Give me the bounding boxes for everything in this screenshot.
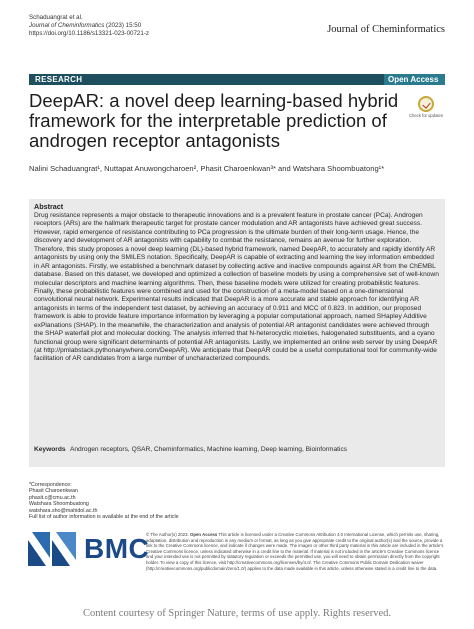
correspondence-label: *Correspondence: [29, 482, 72, 488]
license-text [146, 532, 446, 571]
article-title: DeepAR: a novel deep learning-based hybrid framework for the interpretable prediction of androgen receptor antagonists [29, 90, 399, 151]
bmc-logo [28, 532, 150, 566]
bmc-logo-text: BMC [84, 533, 150, 564]
abstract-box [29, 199, 445, 467]
author-info-note: Full list of author information is available at the end of the article [29, 514, 179, 521]
citation-journal: Journal of Cheminformatics [29, 22, 105, 29]
correspondence-email-2[interactable]: watshara.sho@mahidol.ac.th [29, 507, 98, 514]
research-banner [29, 74, 445, 85]
abstract-heading: Abstract [34, 202, 64, 211]
keywords-list: Androgen receptors, QSAR, Cheminformatics, Machine learning, Deep learning, Bioinformatics [69, 446, 348, 453]
citation-block [29, 14, 149, 38]
license-open-access: Open Access [189, 532, 218, 537]
citation-year-pages: (2023) 15:50 [106, 22, 142, 29]
open-access-badge: Open Access [384, 74, 445, 85]
journal-name: Journal of Cheminformatics [327, 24, 445, 35]
license-body: This article is licensed under a Creative Commons Attribution 4.0 International License, which permits use, sharing, adaptation, distribution and reproduction in any medium or format, as long as you give appropriate credit to the original author(s) and the source, provide a link to the Creative Commons licence, and indicate if changes were made. The images or other third party material in this article are included in the article's Creative Commons licence, unless indicated otherwise in a credit line to the material. If material is not included in the article's Creative Commons licence and your intended use is not permitted by statutory regulation or exceeds the permitted use, you will need to obtain permission directly from the copyright holder. To view a copy of this licence, visit http://creativecommons.org/licenses/by/4.0/. The Creative Commons Public Domain Dedication waiver (http://creativecommons.org/publicdomain/zero/1.0/) applies to the data made available in this article, unless otherwise stated in a credit line to the data. [146, 532, 444, 571]
check-for-updates-label: Check for updates [409, 113, 443, 118]
correspondence-author-2: Watshara Shoombuatong [29, 501, 89, 508]
abstract-body: Drug resistance represents a major obstacle to therapeutic innovations and is a prevalent feature in prostate cancer (PCa). Androgen receptors (ARs) are the hallmark therapeutic target for prostate cancer modulation and AR antagonists have achieved great success. However, rapid emergence of resistance contributing to PCa progression is the ultimate burden of their long-term usage. Hence, the discovery and development of AR antagonists with capability to combat the resistance, remains an avenue for further exploration. Therefore, this study proposes a novel deep learning (DL)-based hybrid framework, named DeepAR, to accurately and rapidly identify AR antagonists by using only the SMILES notation. Specifically, DeepAR is capable of extracting and learning the key information embedded in AR antagonists. Firstly, we established a benchmark dataset by collecting active and inactive compounds against AR from the ChEMBL database. Based on this dataset, we developed and optimized a collection of baseline models by using a comprehensive set of well-known molecular descriptors and machine learning algorithms. Then, these baseline models were utilized for creating probabilistic features. Finally, these probabilistic features were combined and used for the construction of a meta-model based on a one-dimensional convolutional neural network. Experimental results indicated that DeepAR is a more accurate and stable approach for identifying AR antagonists in terms of the independent test dataset, by achieving an accuracy of 0.911 and MCC of 0.823. In addition, our proposed framework is able to provide feature importance information by leveraging a popular computational approach, named SHapley Additive exPlanations (SHAP). In the meanwhile, the characterization and analysis of potential AR antagonist candidates were achieved through the SHAP waterfall plot and molecular docking. The analysis inferred that N-heterocyclic moieties, halogenated substituents, and a cyano functional group were significant determinants of potential AR antagonists. Lastly, we implemented an online web server by using DeepAR (at http://pmlabstack.pythonanywhere.com/DeepAR). We anticipate that DeepAR could be a useful computational tool for community-wide facilitation of AR candidates from a large number of uncharacterized compounds. [34, 212, 439, 363]
correspondence-email-1[interactable]: phasit.c@cmu.ac.th [29, 494, 76, 501]
citation-line [29, 22, 149, 30]
citation-authors: Schaduangrat et al. [29, 14, 83, 21]
courtesy-footer: Content courtesy of Springer Nature, terms of use apply. Rights reserved. [82, 608, 392, 619]
correspondence-block [29, 482, 179, 520]
check-for-updates-button[interactable] [407, 96, 445, 118]
check-for-updates-icon [418, 96, 434, 112]
correspondence-author-1: Phasit Charoenkwan [29, 488, 78, 495]
bmc-logo-mark [28, 532, 80, 566]
research-label: RESEARCH [35, 75, 83, 84]
keywords-line [34, 446, 440, 453]
author-list: Nalini Schaduangrat¹, Nuttapat Anuwongcharoen², Phasit Charoenkwan³* and Watshara Shoombuatong¹* [29, 164, 385, 173]
license-lead: © The Author(s) 2023. [146, 532, 189, 537]
keywords-label: Keywords [34, 446, 66, 453]
doi-link[interactable]: https://doi.org/10.1186/s13321-023-00721-z [29, 30, 149, 37]
